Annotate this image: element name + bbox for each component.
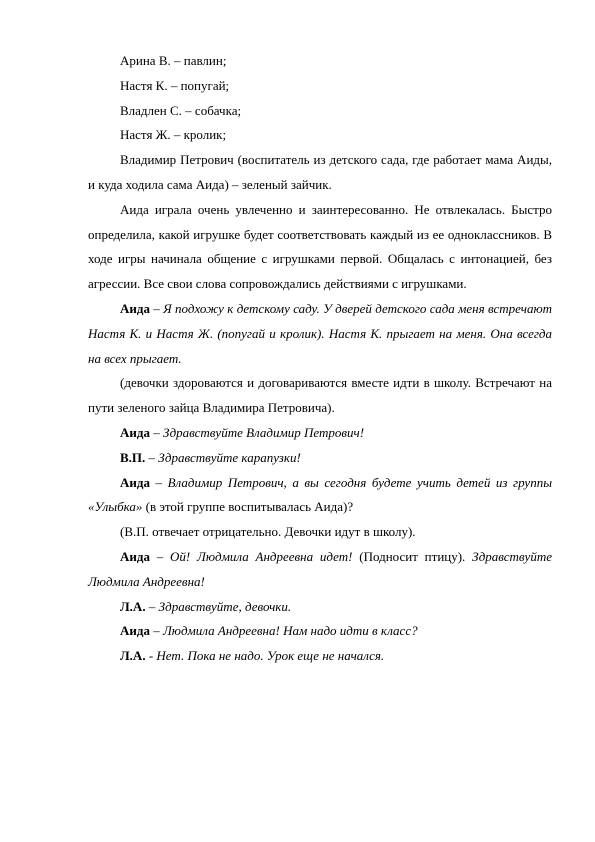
- cast-line: Настя К. – попугай;: [120, 77, 230, 93]
- speech: Здравствуйте Людмила Андреевна!: [88, 548, 552, 589]
- remark: (девочки здороваются и договариваются вместе идти в школу. Встречают на пути зеленого зайца Владимира Петровича).: [88, 375, 552, 416]
- dialogue-line: [120, 644, 552, 669]
- speaker-name: Аида: [120, 474, 150, 490]
- dialogue-line: [120, 421, 552, 446]
- dialogue-line: [120, 595, 552, 620]
- dash: –: [149, 300, 164, 316]
- document-body: [88, 49, 552, 669]
- speaker-name: Аида: [120, 623, 150, 639]
- dialogue-line: [88, 545, 552, 595]
- speech: Людмила Андреевна! Нам надо идти в класс?: [162, 623, 418, 639]
- speaker-name: Аида: [120, 300, 150, 316]
- dash: -: [145, 648, 157, 664]
- speech: Здравствуйте, девочки.: [158, 598, 292, 614]
- speech: Здравствуйте Владимир Петрович!: [162, 424, 365, 440]
- speech: Здравствуйте карапузки!: [158, 449, 301, 465]
- speaker-name: Л.А.: [120, 648, 146, 664]
- remark: (Подносит птицу).: [352, 548, 466, 564]
- dash: –: [149, 474, 168, 490]
- speaker-name: В.П.: [120, 449, 146, 465]
- remark: (В.П. отвечает отрицательно. Девочки идут в школу).: [120, 524, 416, 540]
- dash: –: [145, 598, 159, 614]
- cast-line: Владлен С. – собачка;: [120, 102, 242, 118]
- teacher-text: Владимир Петрович (воспитатель из детского сада, где работает мама Аиды, и куда ходила сама Аида) – зеленый зайчик.: [88, 152, 552, 192]
- speaker-name: Аида: [120, 424, 150, 440]
- dialogue-line: [88, 471, 552, 521]
- dash: –: [145, 449, 159, 465]
- speech: Я подхожу к детскому саду. У дверей детского сада меня встречают Настя К. и Настя Ж. (попугай и кролик). Настя К. прыгает на меня. Она всегда на всех прыгает.: [88, 300, 552, 366]
- speech: Владимир Петрович, а вы сегодня будете учить детей из группы «Улыбка»: [88, 474, 552, 515]
- cast-line: Арина В. – павлин;: [120, 53, 227, 68]
- dash: –: [149, 424, 163, 440]
- speaker-name: Аида: [120, 548, 150, 564]
- observation-text: Аида играла очень увлеченно и заинтересованно. Не отвлекалась. Быстро определила, какой игрушке будет соответствовать каждый из ее одноклассников. В ходе игры начинала общение с игрушками первой. Общалась с интонацией, без агрессии. Все свои слова сопровождались действиями с игрушками.: [88, 201, 552, 292]
- speech: Нет. Пока не надо. Урок еще не начался.: [156, 648, 385, 664]
- cast-line: Настя Ж. – кролик;: [120, 127, 227, 143]
- observation-paragraph: [88, 198, 552, 297]
- dialogue-line: [88, 297, 552, 371]
- dialogue-line: [120, 446, 552, 471]
- dash: –: [149, 548, 171, 564]
- teacher-paragraph: [88, 148, 552, 198]
- remark: (в этой группе воспитывалась Аида)?: [142, 499, 354, 515]
- speaker-name: Л.А.: [120, 598, 146, 614]
- stage-direction: [120, 520, 552, 545]
- stage-direction: [88, 371, 552, 421]
- dialogue-line: [120, 619, 552, 644]
- speech: Ой! Людмила Андреевна идет!: [170, 548, 353, 564]
- dash: –: [149, 623, 163, 639]
